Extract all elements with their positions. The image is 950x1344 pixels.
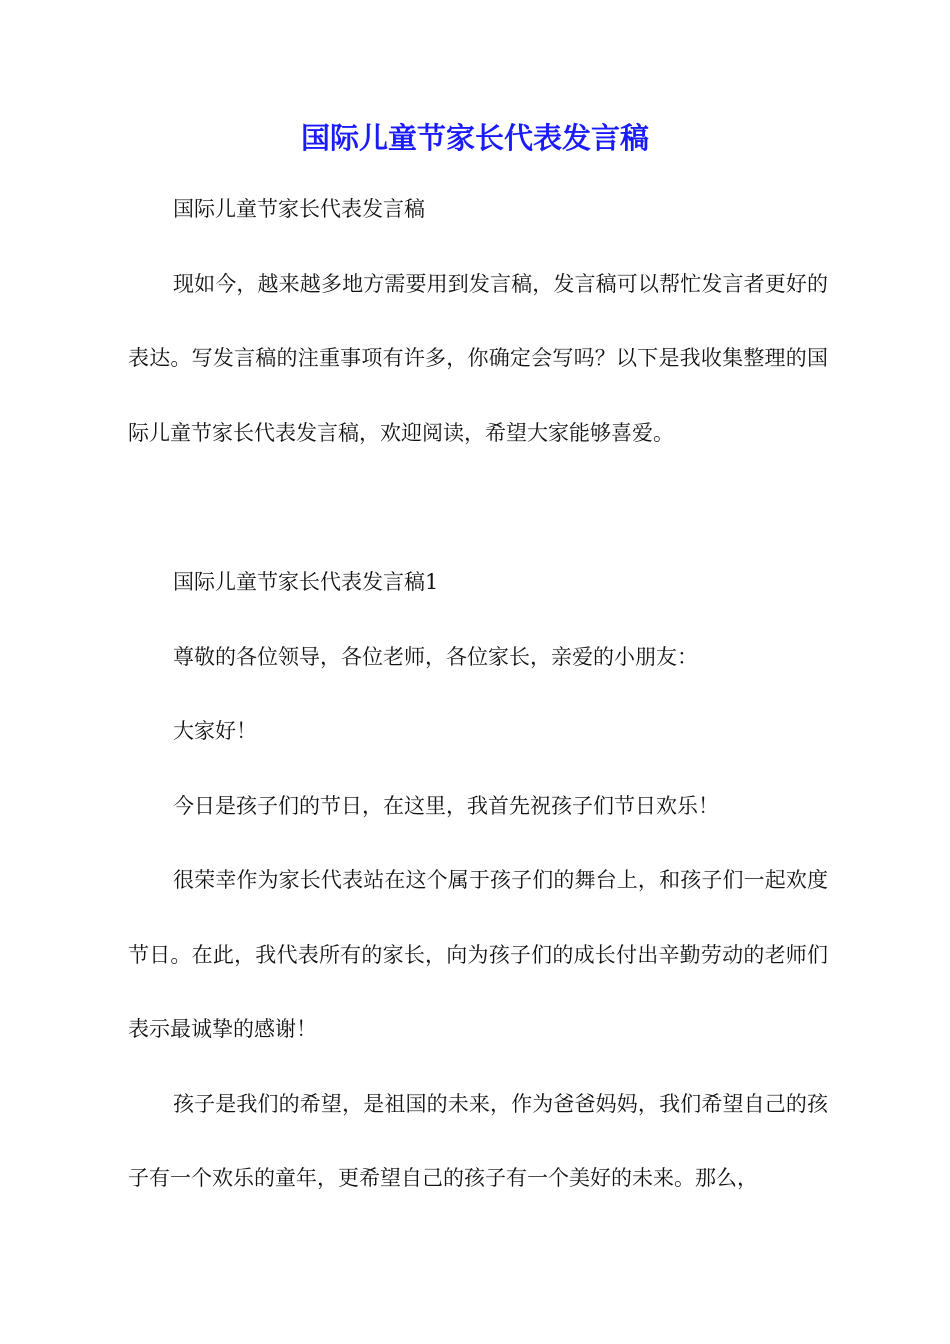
body-paragraph: 今日是孩子们的节日，在这里，我首先祝孩子们节日欢乐！ [173, 793, 719, 818]
section-1-heading: 国际儿童节家长代表发言稿1 [173, 570, 439, 594]
speech-section-1 [128, 545, 828, 1216]
intro-heading: 国际儿童节家长代表发言稿 [173, 197, 425, 221]
document-title: 国际儿童节家长代表发言稿 [300, 121, 649, 155]
body-paragraph: 很荣幸作为家长代表站在这个属于孩子们的舞台上，和孩子们一起欢度节日。在此，我代表所有的家长，向为孩子们的成长付出辛勤劳动的老师们表示最诚挚的感谢！ [128, 868, 828, 1041]
salutation: 尊敬的各位领导，各位老师，各位家长，亲爱的小朋友： [173, 644, 698, 669]
intro-paragraph: 现如今，越来越多地方需要用到发言稿，发言稿可以帮忙发言者更好的表达。写发言稿的注重事项有许多，你确定会写吗？以下是我收集整理的国际儿童节家长代表发言稿，欢迎阅读，希望大家能够喜爱。 [128, 271, 828, 445]
intro-section [128, 172, 828, 470]
greeting: 大家好！ [173, 719, 257, 743]
body-paragraph: 孩子是我们的希望，是祖国的未来，作为爸爸妈妈，我们希望自己的孩子有一个欢乐的童年，更希望自己的孩子有一个美好的未来。那么， [128, 1091, 828, 1190]
